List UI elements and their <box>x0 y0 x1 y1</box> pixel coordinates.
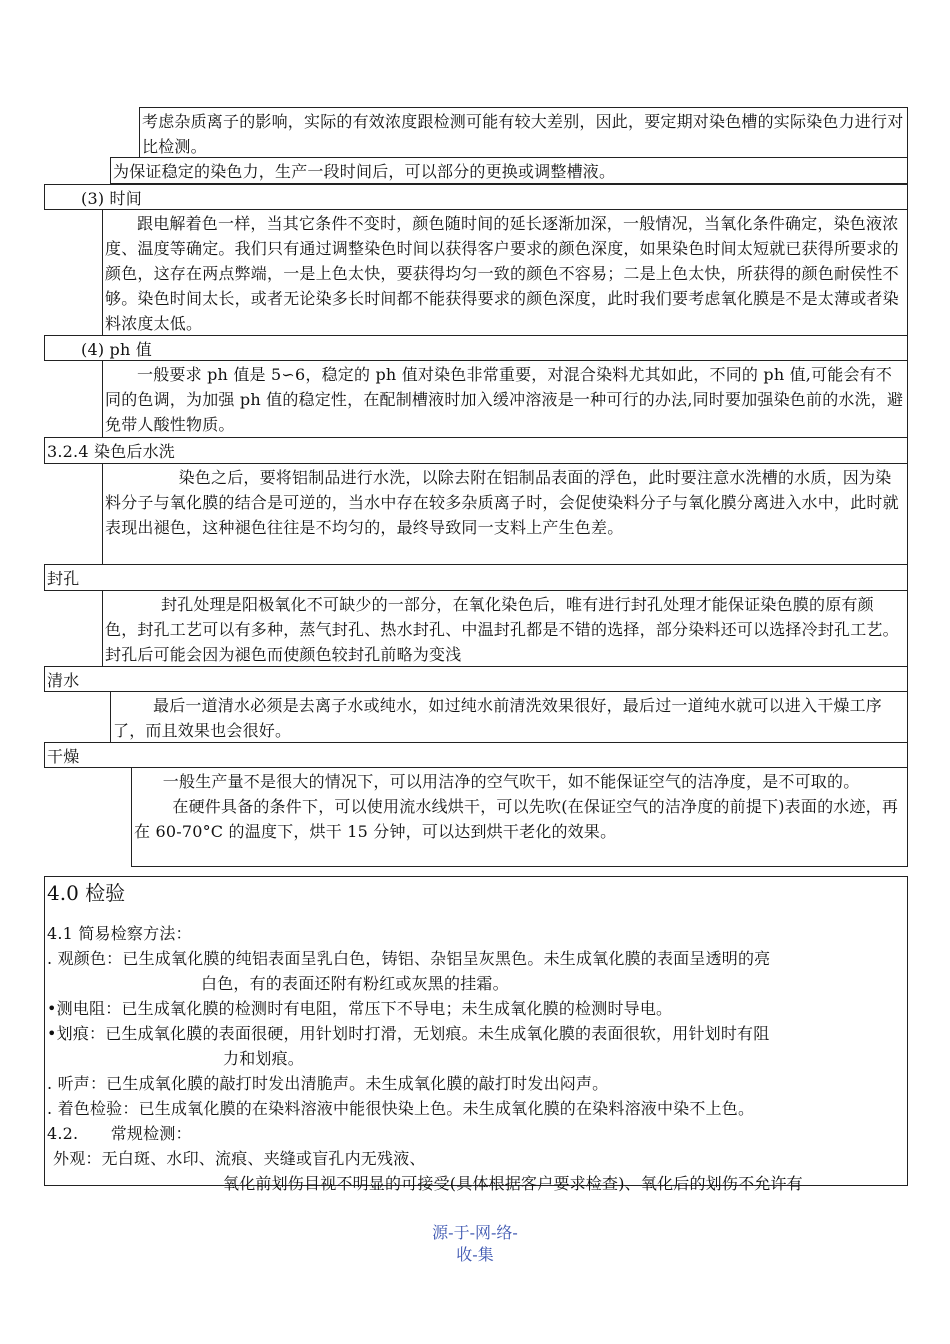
ph-heading-box <box>44 335 908 361</box>
inspection-box <box>44 876 908 1193</box>
dye-bath-note-text: 为保证稳定的染色力，生产一段时间后，可以部分的更换或调整槽液。 <box>113 162 616 181</box>
ph-body-box <box>102 360 908 438</box>
dye-bath-note-box <box>110 157 908 184</box>
dry-body-1: 一般生产量不是很大的情况下，可以用洁净的空气吹干，如不能保证空气的洁净度，是不可取的。 <box>162 772 860 791</box>
seal-heading: 封孔 <box>47 569 80 588</box>
wash-heading: 3.2.4 染色后水洗 <box>47 442 175 461</box>
dry-heading-box <box>44 742 908 768</box>
inspection-item-resistance: •测电阻：已生成氧化膜的检测时有电阻，常压下不导电；未生成氧化膜的检测时导电。 <box>47 999 673 1018</box>
seal-body: 封孔处理是阳极氧化不可缺少的一部分，在氧化染色后，唯有进行封孔处理才能保证染色膜的原有颜色，封孔工艺可以有多种，蒸气封孔、热水封孔、中温封孔都是不错的选择，部分染料还可以选择冷封孔工艺。封孔后可能会因为褪色而使颜色较封孔前略为变浅 <box>105 595 899 664</box>
inspection-item-color: . 观颜色：已生成氧化膜的纯铝表面呈乳白色，铸铝、杂铝呈灰黑色。未生成氧化膜的表面呈透明的亮 <box>47 949 771 968</box>
dry-body-box <box>131 767 908 867</box>
inspection-appearance-cont: 氧化前划伤目视不明显的可接受(具体根据客户要求检查)、氧化后的划伤不允许有 <box>223 1174 803 1193</box>
inspection-item-scratch-cont: 力和划痕。 <box>223 1049 305 1068</box>
seal-body-box <box>102 590 908 667</box>
footer-line-2: 收-集 <box>456 1245 494 1264</box>
wash-body-box <box>102 463 908 565</box>
ph-body: 一般要求 ph 值是 5∽6，稳定的 ph 值对染色非常重要，对混合染料尤其如此，不同的 ph 值,可能会有不同的色调，为加强 ph 值的稳定性，在配制槽液时加入缓冲溶液是一种可行的办法,同时要加强染色前的水洗，避免带人酸性物质。 <box>105 365 904 434</box>
inspection-item-scratch: •划痕：已生成氧化膜的表面很硬，用针划时打滑，无划痕。未生成氧化膜的表面很软，用针划时有阻 <box>47 1024 770 1043</box>
concentration-note-box <box>139 107 908 158</box>
rinse-heading-box <box>44 666 908 692</box>
rinse-body: 最后一道清水必须是去离子水或纯水，如过纯水前清洗效果很好，最后过一道纯水就可以进入干燥工序了，而且效果也会很好。 <box>113 696 883 740</box>
wash-body: 染色之后，要将铝制品进行水洗，以除去附在铝制品表面的浮色，此时要注意水洗槽的水质，因为染料分子与氧化膜的结合是可逆的，当水中存在较多杂质离子时，会促使染料分子与氧化膜分离进入水中，此时就表现出褪色，这种褪色往往是不均匀的，最终导致同一支料上产生色差。 <box>105 468 899 537</box>
seal-heading-box <box>44 564 908 591</box>
inspection-item-sound: . 听声：已生成氧化膜的敲打时发出清脆声。未生成氧化膜的敲打时发出闷声。 <box>47 1074 609 1093</box>
inspection-appearance: 外观：无白斑、水印、流痕、夹缝或盲孔内无残液、 <box>53 1149 426 1168</box>
dry-body-2: 在硬件具备的条件下，可以使用流水线烘干，可以先吹(在保证空气的洁净度的前提下)表面的水迹，再在 60-70°C 的温度下，烘干 15 分钟，可以达到烘干老化的效果。 <box>134 797 899 841</box>
inspection-item-dye: . 着色检验：已生成氧化膜的在染料溶液中能很快染上色。未生成氧化膜的在染料溶液中染不上色。 <box>47 1099 755 1118</box>
dry-heading: 干燥 <box>47 747 80 766</box>
time-heading: (3) 时间 <box>81 189 142 208</box>
inspection-simple-methods: 4.1 简易检察方法： <box>47 924 192 943</box>
rinse-body-box <box>110 691 908 743</box>
wash-heading-box <box>44 437 908 464</box>
time-heading-box <box>44 184 908 210</box>
footer-line-1: 源-于-网-络- <box>432 1223 518 1242</box>
ph-heading: (4) ph 值 <box>81 340 152 359</box>
concentration-note-text: 考虑杂质离子的影响，实际的有效浓度跟检测可能有较大差别，因此，要定期对染色槽的实际染色力进行对比检测。 <box>142 112 904 156</box>
inspection-item-color-cont: 白色，有的表面还附有粉红或灰黑的挂霜。 <box>201 974 509 993</box>
inspection-heading: 4.0 检验 <box>47 881 126 905</box>
rinse-heading: 清水 <box>47 671 80 690</box>
time-body: 跟电解着色一样，当其它条件不变时，颜色随时间的延长逐渐加深，一般情况，当氧化条件确定，染色液浓度、温度等确定。我们只有通过调整染色时间以获得客户要求的颜色深度，如果染色时间太短就已获得所要求的颜色，这存在两点弊端，一是上色太快，要获得均匀一致的颜色不容易；二是上色太快，所获得的颜色耐侯性不够。染色时间太长，或者无论染多长时间都不能获得要求的颜色深度，此时我们要考虑氧化膜是不是太薄或者染料浓度太低。 <box>105 214 899 333</box>
time-body-box <box>102 209 908 336</box>
inspection-routine: 4.2. 常规检测： <box>47 1124 192 1143</box>
